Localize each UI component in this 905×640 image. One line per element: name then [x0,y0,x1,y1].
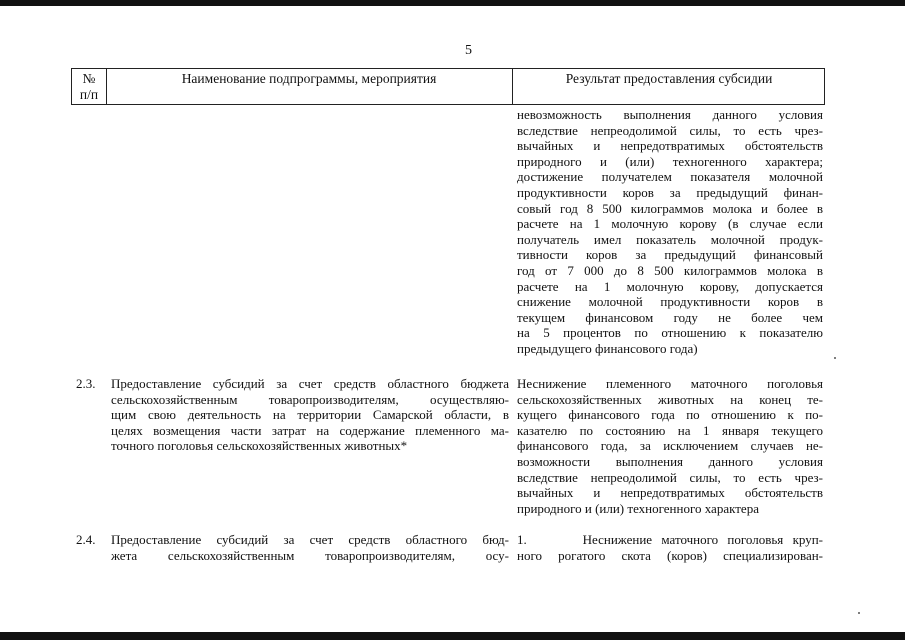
row-result [517,376,823,516]
name-line: Предоставление субсидий за счет средств областного бюд- [111,532,509,547]
header-num-line1: № [82,71,96,86]
header-num-cell [72,71,106,103]
header-num-line2: п/п [79,87,99,102]
result-line: ного рогатого скота (коров) специализирован- [517,547,823,563]
result-line: сельскохозяйственных животных на конец те- [517,391,823,407]
result-line: Неснижение племенного маточного поголовья [517,376,823,391]
row-name [111,532,509,563]
name-line: целях возмещения части затрат на содержание племенного ма- [111,422,509,438]
result-line: вследствие непреодолимой силы, то есть чрез- [517,122,823,138]
header-result-cell: Результат предоставления субсидии [565,71,773,86]
row-number: 2.4. [76,532,96,547]
result-line: казателю по состоянию на 1 января текущего [517,422,823,438]
result-line: природного и (или) техногенного характера [517,500,759,516]
result-line: финансового года, за исключением случаев не- [517,438,823,454]
row-number: 2.3. [76,376,96,391]
page-number: 5 [465,43,472,58]
result-line: вычайных и непредотвратимых обстоятельств [517,485,823,501]
result-line: текущем финансовом году не более чем [517,309,823,325]
result-line: 1. Неснижение маточного поголовья круп- [517,532,823,547]
result-line: возможности выполнения данного условия [517,453,823,469]
result-line: вычайных и непредотвратимых обстоятельств [517,138,823,154]
name-line: сельскохозяйственным товаропроизводителям, осуществляю- [111,391,509,407]
result-line: достижение получателем показателя молочной [517,169,823,185]
result-line: вследствие непреодолимой силы, то есть чрез- [517,469,823,485]
header-name-cell: Наименование подпрограммы, мероприятия [181,71,437,86]
name-line: Предоставление субсидий за счет средств областного бюджета [111,376,509,391]
row-name [111,376,509,454]
scan-speck [858,612,860,614]
scan-border-bottom [0,632,905,640]
name-line: точного поголовья сельскохозяйственных животных* [111,438,408,454]
result-line: тивности коров за предыдущий финансовый [517,247,823,263]
result-line: совый год 8 500 килограммов молока и более в [517,200,823,216]
result-line: предыдущего финансового года) [517,340,698,356]
result-line: снижение молочной продуктивности коров в [517,294,823,310]
name-line: щим свою деятельность на территории Самарской области, в [111,407,509,423]
row-result [517,532,823,563]
result-line: получатель имел показатель молочной продук- [517,231,823,247]
name-line: жета сельскохозяйственным товаропроизводителям, осу- [111,547,509,563]
result-line: кущего финансового года по отношению к по- [517,407,823,423]
continuation-result [517,107,823,357]
result-line: расчете на 1 молочную корову (в случае если [517,216,823,232]
scan-speck [834,357,836,359]
scan-border-top [0,0,905,6]
table-header [71,68,825,105]
result-line: на 5 процентов по отношению к показателю [517,325,823,341]
result-line: год от 7 000 до 8 500 килограммов молока в [517,262,823,278]
result-line: продуктивности коров за предыдущий финан- [517,184,823,200]
result-line: невозможность выполнения данного условия [517,107,823,122]
result-line: природного и (или) техногенного характера; [517,153,823,169]
result-line: расчете на 1 молочную корову, допускается [517,278,823,294]
